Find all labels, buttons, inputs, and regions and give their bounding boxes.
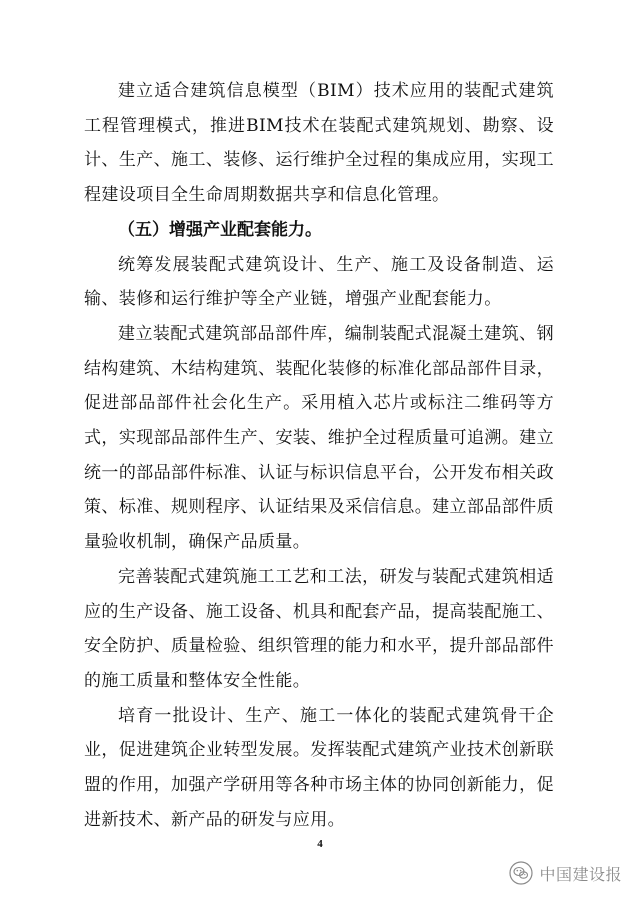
paragraph-construction-process: 完善装配式建筑施工工艺和工法，研发与装配式建筑相适应的生产设备、施工设备、机具和配套产品，提高装配施工、安全防护、质量检验、组织管理的能力和水平，提升部品部件的施工质量和整体安全性能。 xyxy=(84,566,554,691)
page-number: 4 xyxy=(317,838,323,850)
paragraph-industry-chain: 统筹发展装配式建筑设计、生产、施工及设备制造、运输、装修和运行维护等全产业链，增强产业配套能力。 xyxy=(84,254,554,310)
watermark-text: 中国建设报 xyxy=(539,864,622,884)
wechat-icon xyxy=(509,861,533,885)
section-heading-5: （五）增强产业配套能力。 xyxy=(118,219,322,240)
paragraph-enterprise-cultivation: 培育一批设计、生产、施工一体化的装配式建筑骨干企业，促进建筑企业转型发展。发挥装配式建筑产业技术创新联盟的作用，加强产学研用等各种市场主体的协同创新能力，促进新技术、新产品的研发与应用。 xyxy=(84,705,554,830)
watermark xyxy=(509,861,622,885)
paragraph-bim-management: 建立适合建筑信息模型（BIM）技术应用的装配式建筑工程管理模式，推进BIM技术在装配式建筑规划、勘察、设计、生产、施工、装修、运行维护全过程的集成应用，实现工程建设项目全生命周期数据共享和信息化管理。 xyxy=(84,81,554,206)
paragraph-component-library: 建立装配式建筑部品部件库，编制装配式混凝土建筑、钢结构建筑、木结构建筑、装配化装修的标准化部品部件目录，促进部品部件社会化生产。采用植入芯片或标注二维码等方式，实现部品部件生产、安装、维护全过程质量可追溯。建立统一的部品部件标准、认证与标识信息平台，公开发布相关政策、标准、规则程序、认证结果及采信信息。建立部品部件质量验收机制，确保产品质量。 xyxy=(84,323,554,553)
document-body xyxy=(84,74,554,837)
